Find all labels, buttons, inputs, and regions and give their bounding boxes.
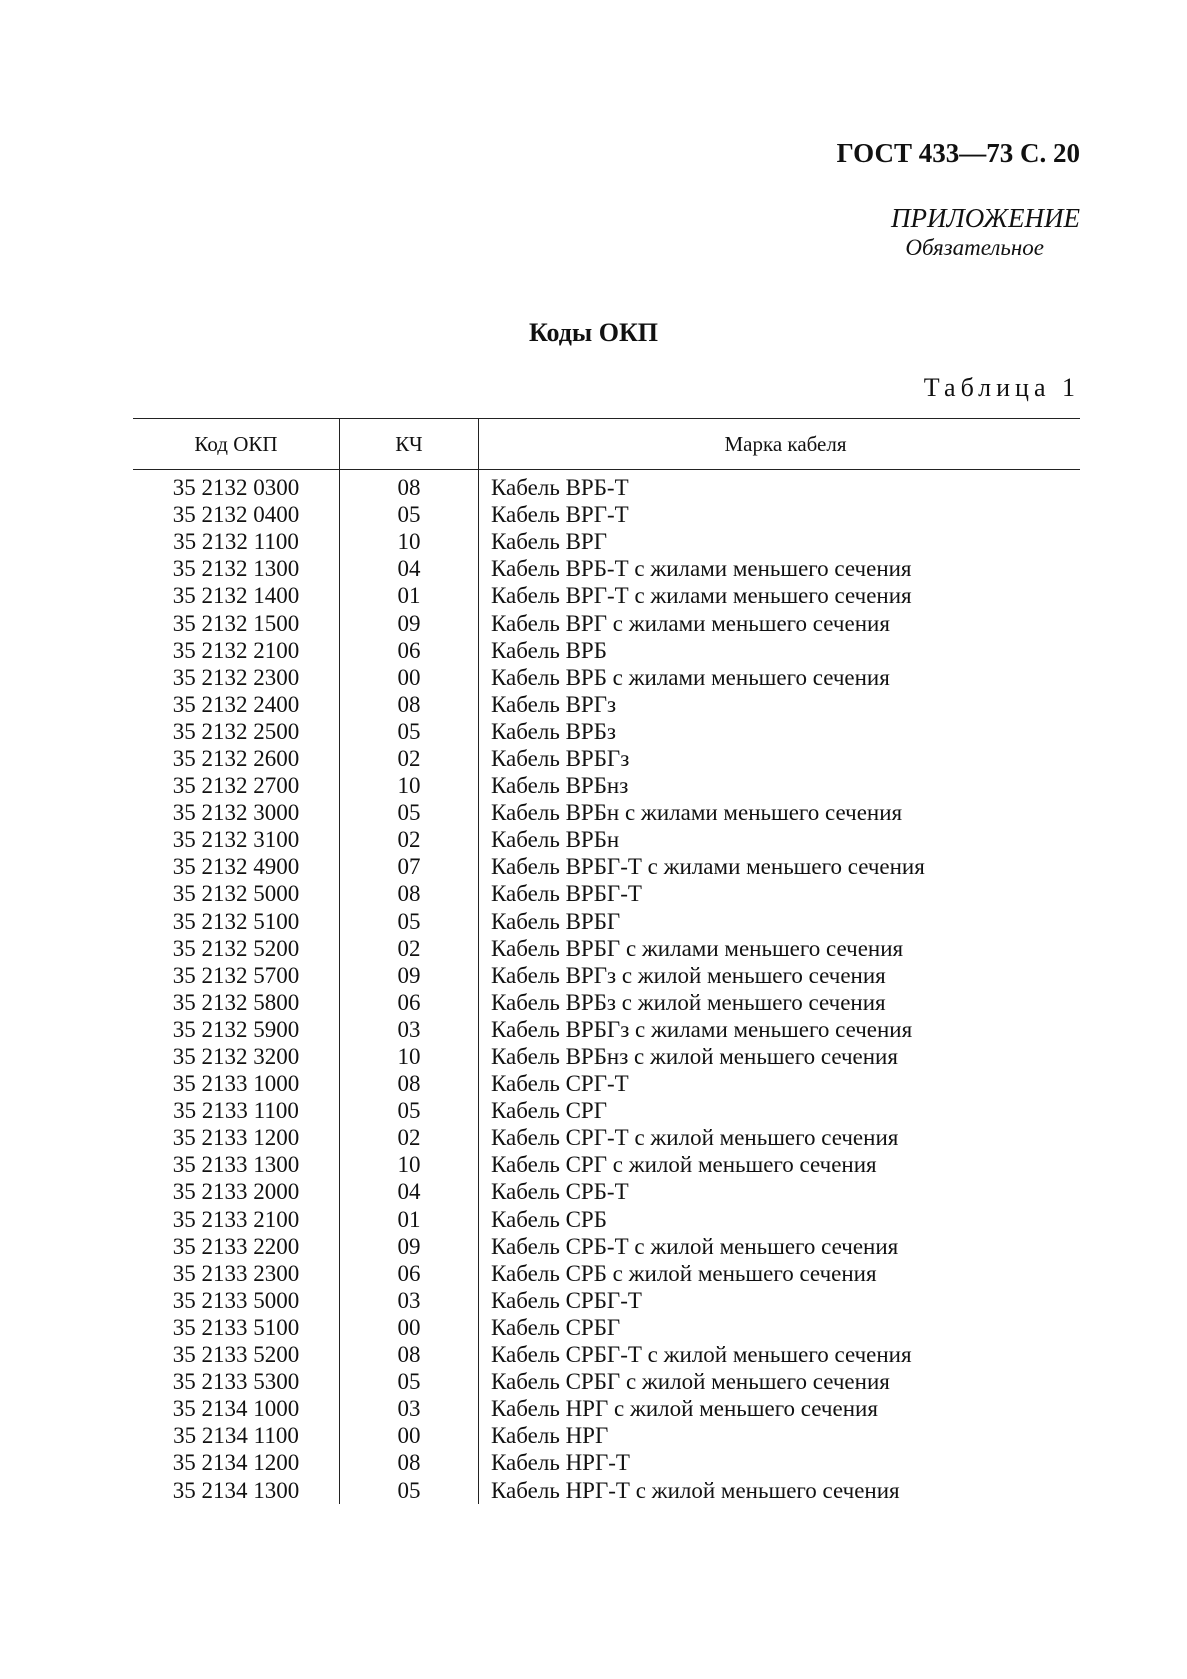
okp-code-cell: 35 2133 1000 [133,1070,340,1097]
table-row [133,745,1080,772]
kch-cell: 10 [340,1151,479,1178]
okp-code-cell: 35 2132 4900 [133,853,340,880]
table-row [133,853,1080,880]
table-row [133,880,1080,907]
cable-mark-cell: Кабель ВРБГ-Т с жилами меньшего сечения [491,854,925,880]
cable-mark-cell: Кабель ВРБн [491,827,620,853]
okp-code-cell: 35 2132 1500 [133,609,340,636]
cable-mark-cell: Кабель СРБГ [491,1314,621,1340]
kch-cell: 05 [340,1368,479,1395]
kch-cell: 09 [340,1233,479,1260]
table-row [133,528,1080,555]
cable-mark-cell: Кабель ВРГ-Т [491,502,629,528]
table-row [133,1124,1080,1151]
cable-mark-cell: Кабель ВРБГ-Т [491,881,642,907]
okp-code-cell: 35 2133 2000 [133,1178,340,1205]
cable-mark-cell: Кабель ВРГз [491,691,617,717]
kch-cell: 02 [340,1124,479,1151]
okp-code-cell: 35 2132 3200 [133,1043,340,1070]
okp-code-cell: 35 2133 5100 [133,1314,340,1341]
okp-code-cell: 35 2133 2200 [133,1233,340,1260]
cable-mark-cell: Кабель НРГ-Т [491,1450,630,1476]
kch-cell: 08 [340,691,479,718]
kch-cell: 01 [340,582,479,609]
table-row [133,1097,1080,1124]
cable-mark-cell: Кабель СРБ с жилой меньшего сечения [491,1260,877,1286]
cable-mark-cell: Кабель ВРБГ [491,908,621,934]
okp-code-cell: 35 2133 5000 [133,1287,340,1314]
table-row [133,555,1080,582]
column-header-cable-mark: Марка кабеля [479,419,1081,470]
kch-cell: 07 [340,853,479,880]
cable-mark-cell: Кабель ВРБ [491,637,607,663]
table-row [133,1070,1080,1097]
okp-code-cell: 35 2132 5700 [133,962,340,989]
table-row [133,962,1080,989]
okp-code-cell: 35 2132 2400 [133,691,340,718]
cable-mark-cell: Кабель СРБ-Т с жилой меньшего сечения [491,1233,899,1259]
kch-cell: 04 [340,1178,479,1205]
table-row [133,772,1080,799]
okp-code-cell: 35 2133 1300 [133,1151,340,1178]
okp-code-cell: 35 2132 5100 [133,908,340,935]
table-row [133,1395,1080,1422]
kch-cell: 00 [340,1314,479,1341]
kch-cell: 10 [340,1043,479,1070]
table-row [133,1422,1080,1449]
kch-cell: 08 [340,470,479,502]
okp-code-cell: 35 2132 1300 [133,555,340,582]
okp-code-cell: 35 2133 2100 [133,1206,340,1233]
okp-code-cell: 35 2132 0400 [133,501,340,528]
table-row [133,691,1080,718]
appendix-subtitle: Обязательное [905,235,1044,260]
cable-mark-cell: Кабель ВРГз с жилой меньшего сечения [491,962,886,988]
cable-mark-cell: Кабель ВРБз [491,718,616,744]
cable-mark-cell: Кабель ВРБнз [491,773,629,799]
kch-cell: 05 [340,908,479,935]
table-row [133,470,1080,502]
okp-code-cell: 35 2132 5800 [133,989,340,1016]
table-body [133,470,1080,1504]
column-header-kch: КЧ [340,419,479,470]
table-caption: Таблица 1 [923,373,1080,402]
table-row [133,935,1080,962]
kch-cell: 03 [340,1016,479,1043]
okp-code-cell: 35 2132 2500 [133,718,340,745]
table-row [133,989,1080,1016]
okp-code-cell: 35 2134 1300 [133,1476,340,1503]
cable-mark-cell: Кабель ВРБ с жилами меньшего сечения [491,664,890,690]
cable-mark-cell: Кабель ВРБГз с жилами меньшего сечения [491,1016,913,1042]
kch-cell: 08 [340,1341,479,1368]
okp-code-cell: 35 2132 1400 [133,582,340,609]
table-row [133,1476,1080,1503]
section-title: Коды ОКП [528,318,659,347]
kch-cell: 04 [340,555,479,582]
kch-cell: 10 [340,528,479,555]
table-row [133,1314,1080,1341]
table-row [133,609,1080,636]
cable-mark-cell: Кабель НРГ [491,1423,609,1449]
table-row [133,1178,1080,1205]
table-row [133,1287,1080,1314]
kch-cell: 00 [340,1422,479,1449]
cable-mark-cell: Кабель ВРГ с жилами меньшего сечения [491,610,890,636]
kch-cell: 08 [340,1070,479,1097]
column-header-code: Код ОКП [133,419,340,470]
cable-mark-cell: Кабель СРГ [491,1098,607,1124]
cable-mark-cell: Кабель ВРГ-Т с жилами меньшего сечения [491,583,912,609]
table-row [133,1043,1080,1070]
okp-code-cell: 35 2133 5300 [133,1368,340,1395]
kch-cell: 06 [340,989,479,1016]
cable-mark-cell: Кабель СРБГ с жилой меньшего сечения [491,1369,890,1395]
table-row [133,1151,1080,1178]
cable-mark-cell: Кабель СРГ-Т [491,1071,629,1097]
okp-code-cell: 35 2133 1200 [133,1124,340,1151]
okp-code-cell: 35 2132 1100 [133,528,340,555]
kch-cell: 02 [340,745,479,772]
table-row [133,1368,1080,1395]
appendix-title: ПРИЛОЖЕНИЕ [891,203,1080,233]
table-row [133,799,1080,826]
table-row [133,1016,1080,1043]
okp-code-cell: 35 2132 5200 [133,935,340,962]
kch-cell: 05 [340,1097,479,1124]
okp-code-cell: 35 2134 1100 [133,1422,340,1449]
okp-code-cell: 35 2133 1100 [133,1097,340,1124]
okp-code-cell: 35 2134 1000 [133,1395,340,1422]
cable-mark-cell: Кабель ВРБн с жилами меньшего сечения [491,800,903,826]
cable-mark-cell: Кабель СРБГ-Т [491,1287,642,1313]
cable-mark-cell: Кабель ВРБГ с жилами меньшего сечения [491,935,904,961]
okp-code-cell: 35 2134 1200 [133,1449,340,1476]
cable-mark-cell: Кабель ВРБ-Т с жилами меньшего сечения [491,556,912,582]
cable-mark-cell: Кабель ВРБз с жилой меньшего сечения [491,989,886,1015]
kch-cell: 05 [340,718,479,745]
table-row [133,826,1080,853]
okp-code-cell: 35 2132 3000 [133,799,340,826]
okp-code-cell: 35 2132 2700 [133,772,340,799]
okp-code-cell: 35 2133 5200 [133,1341,340,1368]
kch-cell: 10 [340,772,479,799]
cable-mark-cell: Кабель СРБГ-Т с жилой меньшего сечения [491,1342,912,1368]
kch-cell: 00 [340,664,479,691]
okp-codes-table [133,418,1080,1504]
okp-code-cell: 35 2132 2600 [133,745,340,772]
table-row [133,1449,1080,1476]
kch-cell: 03 [340,1395,479,1422]
table-row [133,908,1080,935]
table-row [133,718,1080,745]
kch-cell: 05 [340,501,479,528]
table-row [133,582,1080,609]
kch-cell: 05 [340,799,479,826]
cable-mark-cell: Кабель НРГ с жилой меньшего сечения [491,1396,878,1422]
table-row [133,1206,1080,1233]
cable-mark-cell: Кабель СРГ с жилой меньшего сечения [491,1152,877,1178]
cable-mark-cell: Кабель СРБ [491,1206,607,1232]
okp-code-cell: 35 2132 3100 [133,826,340,853]
okp-code-cell: 35 2133 2300 [133,1260,340,1287]
page-header: ГОСТ 433—73 С. 20 [836,138,1080,168]
kch-cell: 02 [340,935,479,962]
cable-mark-cell: Кабель ВРБ-Т [491,475,629,501]
table-row [133,1260,1080,1287]
okp-code-cell: 35 2132 2100 [133,637,340,664]
cable-mark-cell: Кабель СРБ-Т [491,1179,629,1205]
cable-mark-cell: Кабель ВРБГз [491,745,630,771]
kch-cell: 09 [340,962,479,989]
cable-mark-cell: Кабель СРГ-Т с жилой меньшего сечения [491,1125,899,1151]
kch-cell: 08 [340,880,479,907]
kch-cell: 05 [340,1476,479,1503]
okp-code-cell: 35 2132 5900 [133,1016,340,1043]
okp-code-cell: 35 2132 0300 [133,470,340,502]
table-row [133,1233,1080,1260]
okp-code-cell: 35 2132 2300 [133,664,340,691]
kch-cell: 08 [340,1449,479,1476]
table-row [133,664,1080,691]
kch-cell: 06 [340,1260,479,1287]
cable-mark-cell: Кабель НРГ-Т с жилой меньшего сечения [491,1477,900,1503]
kch-cell: 02 [340,826,479,853]
okp-code-cell: 35 2132 5000 [133,880,340,907]
table-row [133,501,1080,528]
kch-cell: 01 [340,1206,479,1233]
kch-cell: 06 [340,637,479,664]
table-header-row [133,419,1080,470]
table-row [133,1341,1080,1368]
cable-mark-cell: Кабель ВРГ [491,529,607,555]
kch-cell: 09 [340,609,479,636]
kch-cell: 03 [340,1287,479,1314]
table-row [133,637,1080,664]
cable-mark-cell: Кабель ВРБнз с жилой меньшего сечения [491,1044,898,1070]
